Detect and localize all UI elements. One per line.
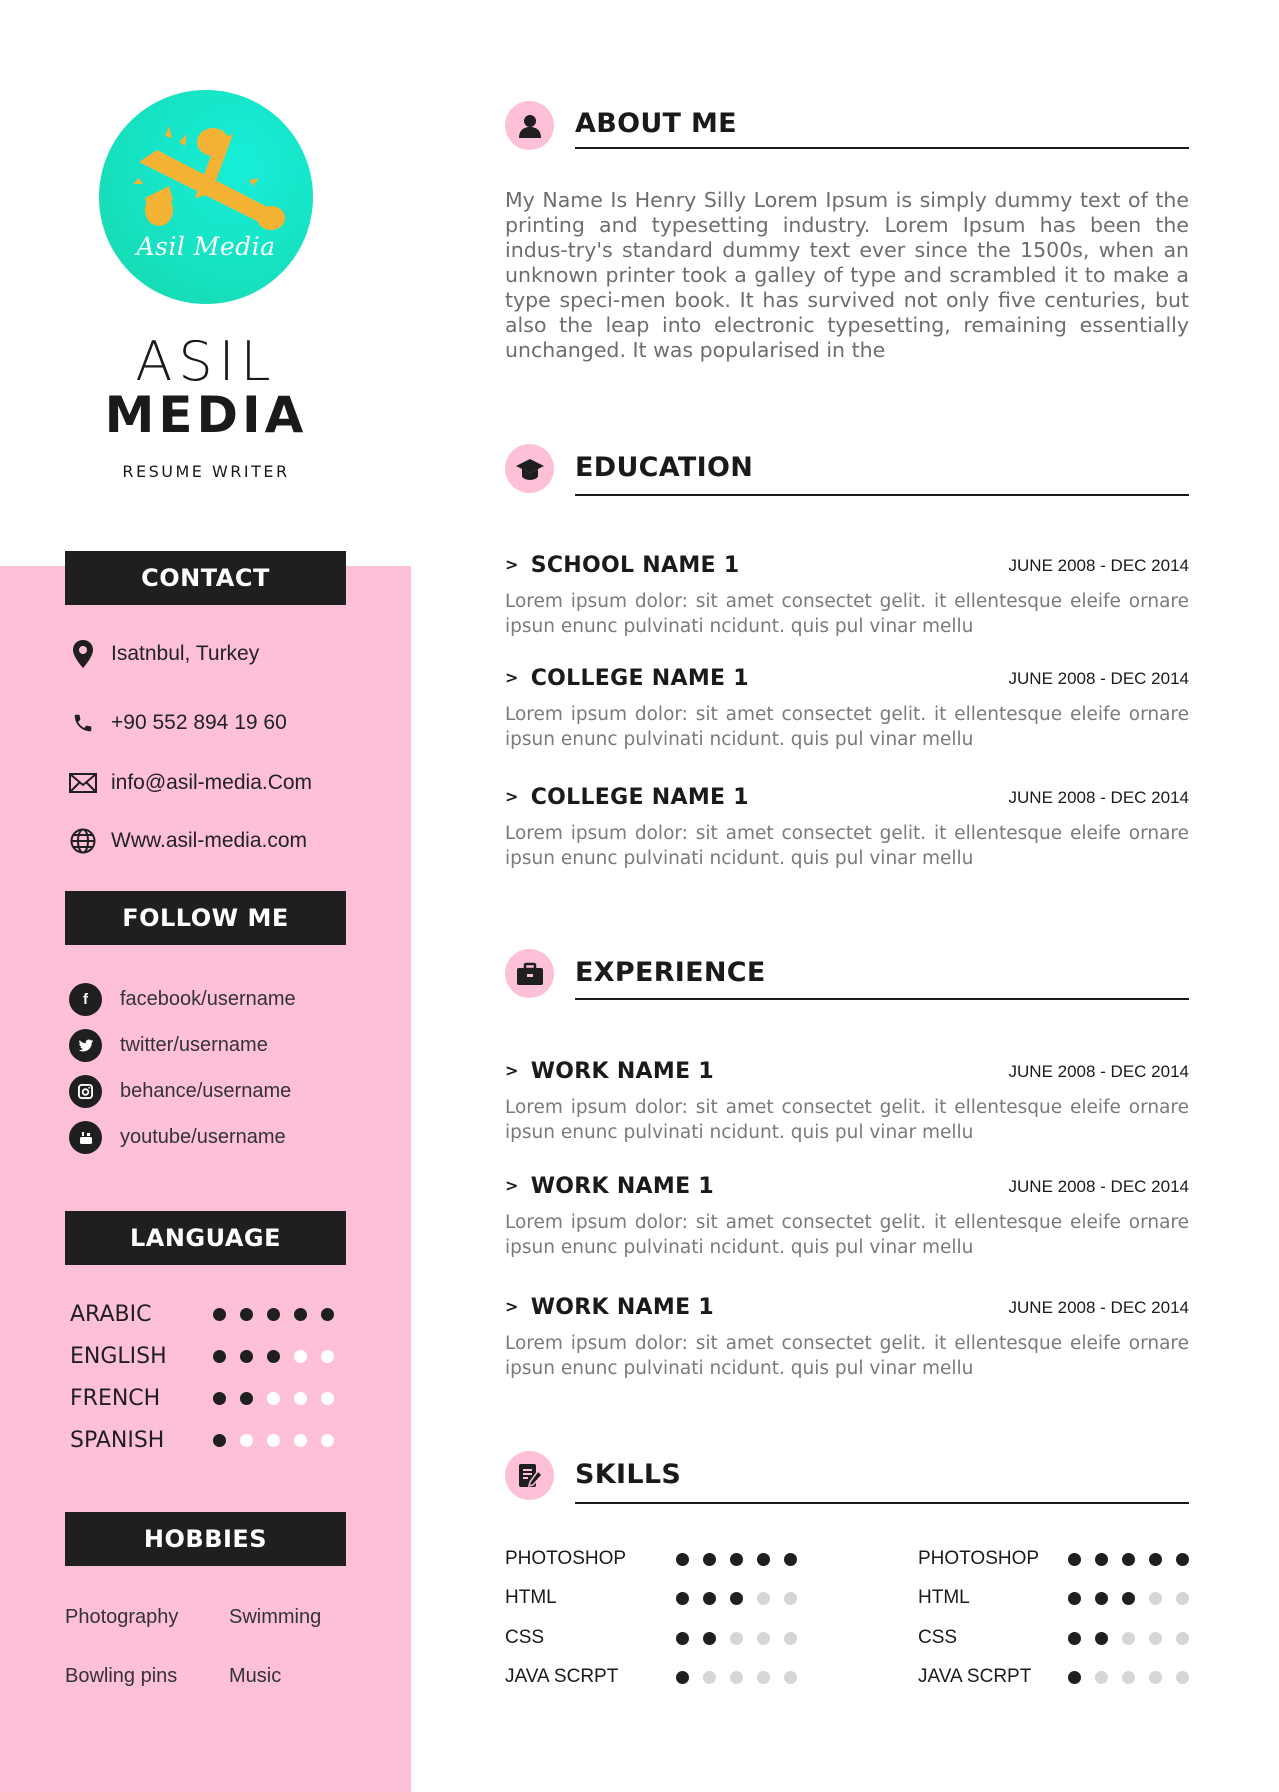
contact-heading: CONTACT	[65, 551, 346, 605]
skill-level-dots	[1068, 1592, 1203, 1605]
experience-title: EXPERIENCE	[575, 957, 766, 988]
skill-level-dots	[1068, 1553, 1203, 1566]
level-dot-filled	[213, 1434, 226, 1447]
education-entry-desc: Lorem ipsum dolor: sit amet consectet gelit. it ellentesque eleife ornare ipsun enunc pulvinati ncidunt. quis pul vinar mellu	[505, 823, 1189, 869]
level-dot-filled	[703, 1592, 716, 1605]
skill-level-dots	[676, 1553, 811, 1566]
level-dot-empty	[1176, 1671, 1189, 1684]
follow-youtube-text[interactable]: youtube/username	[120, 1126, 286, 1148]
level-dot-empty	[784, 1592, 797, 1605]
skill-level-dots	[676, 1592, 811, 1605]
contact-phone	[68, 708, 287, 738]
follow-facebook[interactable]	[69, 983, 296, 1016]
level-dot-empty	[321, 1434, 334, 1447]
level-dot-empty	[1122, 1632, 1135, 1645]
contact-location-text: Isatnbul, Turkey	[111, 642, 260, 665]
experience-entry-title-text: WORK NAME 1	[530, 1295, 714, 1320]
hobby-item: Swimming	[229, 1606, 322, 1628]
level-dot-filled	[703, 1553, 716, 1566]
level-dot-empty	[321, 1350, 334, 1363]
level-dot-filled	[294, 1308, 307, 1321]
level-dot-filled	[676, 1553, 689, 1566]
education-divider	[575, 494, 1189, 496]
education-entry-desc: Lorem ipsum dolor: sit amet consectet gelit. it ellentesque eleife ornare ipsun enunc pulvinati ncidunt. quis pul vinar mellu	[505, 704, 1189, 750]
language-heading: LANGUAGE	[65, 1211, 346, 1265]
user-icon	[505, 101, 554, 150]
document-edit-icon	[505, 1451, 554, 1500]
level-dot-filled	[676, 1632, 689, 1645]
education-entry-title	[505, 666, 749, 691]
level-dot-empty	[757, 1632, 770, 1645]
briefcase-icon	[505, 949, 554, 998]
level-dot-filled	[213, 1308, 226, 1321]
facebook-icon: f	[69, 983, 102, 1016]
level-dot-filled	[676, 1671, 689, 1684]
level-dot-filled	[1068, 1671, 1081, 1684]
level-dot-empty	[294, 1350, 307, 1363]
chevron-right-icon: >	[505, 787, 519, 806]
skill-name: CSS	[918, 1627, 958, 1648]
experience-entry-title	[505, 1295, 714, 1320]
level-dot-empty	[703, 1671, 716, 1684]
contact-website	[68, 826, 307, 856]
education-entry-date: JUNE 2008 - DEC 2014	[1008, 669, 1189, 688]
level-dot-empty	[321, 1392, 334, 1405]
logo-text: Asil Media	[136, 232, 276, 261]
experience-entry-desc: Lorem ipsum dolor: sit amet consectet gelit. it ellentesque eleife ornare ipsun enunc pulvinati ncidunt. quis pul vinar mellu	[505, 1097, 1189, 1143]
skill-level-dots	[676, 1671, 811, 1684]
experience-entry-date: JUNE 2008 - DEC 2014	[1008, 1177, 1189, 1196]
chevron-right-icon: >	[505, 1176, 519, 1195]
globe-icon	[68, 826, 98, 856]
follow-youtube[interactable]	[69, 1121, 286, 1154]
education-entry-title-text: SCHOOL NAME 1	[530, 553, 740, 578]
level-dot-empty	[267, 1392, 280, 1405]
envelope-icon	[68, 768, 98, 798]
education-entry-date: JUNE 2008 - DEC 2014	[1008, 788, 1189, 807]
level-dot-filled	[703, 1632, 716, 1645]
youtube-icon	[69, 1121, 102, 1154]
level-dot-empty	[240, 1434, 253, 1447]
follow-behance-text[interactable]: behance/username	[120, 1080, 292, 1102]
skills-divider	[575, 1502, 1189, 1504]
education-entry-title-text: COLLEGE NAME 1	[530, 785, 749, 810]
contact-email-text[interactable]: info@asil-media.Com	[111, 771, 313, 794]
hobby-item: Music	[229, 1665, 282, 1687]
level-dot-empty	[1095, 1671, 1108, 1684]
level-dot-filled	[267, 1308, 280, 1321]
level-dot-empty	[294, 1434, 307, 1447]
chevron-right-icon: >	[505, 1061, 519, 1080]
hobby-item: Photography	[65, 1606, 179, 1628]
skill-name: CSS	[505, 1627, 545, 1648]
level-dot-filled	[1095, 1632, 1108, 1645]
level-dot-filled	[1176, 1553, 1189, 1566]
follow-twitter[interactable]	[69, 1029, 268, 1062]
chevron-right-icon: >	[505, 555, 519, 574]
graduation-cap-icon	[505, 444, 554, 493]
level-dot-filled	[757, 1553, 770, 1566]
about-divider	[575, 147, 1189, 149]
skill-level-dots	[676, 1632, 811, 1645]
level-dot-filled	[676, 1592, 689, 1605]
behance-icon	[69, 1075, 102, 1108]
skill-level-dots	[1068, 1671, 1203, 1684]
level-dot-filled	[240, 1392, 253, 1405]
follow-facebook-text[interactable]: facebook/username	[120, 988, 296, 1010]
level-dot-empty	[757, 1671, 770, 1684]
education-entry-date: JUNE 2008 - DEC 2014	[1008, 556, 1189, 575]
level-dot-filled	[240, 1308, 253, 1321]
education-entry-desc: Lorem ipsum dolor: sit amet consectet gelit. it ellentesque eleife ornare ipsun enunc pulvinati ncidunt. quis pul vinar mellu	[505, 591, 1189, 637]
chevron-right-icon: >	[505, 1297, 519, 1316]
experience-entry-title	[505, 1059, 714, 1084]
experience-entry-title-text: WORK NAME 1	[530, 1059, 714, 1084]
level-dot-empty	[730, 1671, 743, 1684]
lang-level-dots	[213, 1392, 348, 1405]
level-dot-empty	[730, 1632, 743, 1645]
level-dot-filled	[1068, 1553, 1081, 1566]
about-title: ABOUT ME	[575, 108, 737, 139]
level-dot-filled	[1095, 1553, 1108, 1566]
phone-icon	[68, 708, 98, 738]
brand-name-line1: ASIL	[135, 330, 277, 393]
education-entry-title	[505, 785, 749, 810]
contact-location	[68, 639, 259, 669]
language-name: ENGLISH	[70, 1344, 167, 1369]
experience-entry-title	[505, 1174, 714, 1199]
level-dot-empty	[757, 1592, 770, 1605]
follow-behance[interactable]	[69, 1075, 291, 1108]
experience-entry-title-text: WORK NAME 1	[530, 1174, 714, 1199]
level-dot-empty	[267, 1434, 280, 1447]
skill-name: PHOTOSHOP	[918, 1548, 1040, 1569]
level-dot-empty	[1149, 1632, 1162, 1645]
level-dot-empty	[294, 1392, 307, 1405]
hobbies-heading: HOBBIES	[65, 1512, 346, 1566]
level-dot-empty	[1149, 1671, 1162, 1684]
contact-phone-text: +90 552 894 19 60	[111, 711, 287, 734]
brand-subtitle: RESUME WRITER	[122, 462, 290, 481]
level-dot-filled	[1149, 1553, 1162, 1566]
level-dot-empty	[1149, 1592, 1162, 1605]
education-entry-title	[505, 553, 739, 578]
level-dot-filled	[1122, 1592, 1135, 1605]
experience-entry-desc: Lorem ipsum dolor: sit amet consectet gelit. it ellentesque eleife ornare ipsun enunc pulvinati ncidunt. quis pul vinar mellu	[505, 1212, 1189, 1258]
level-dot-empty	[1122, 1671, 1135, 1684]
level-dot-filled	[1122, 1553, 1135, 1566]
skill-name: HTML	[918, 1587, 970, 1608]
level-dot-filled	[1095, 1592, 1108, 1605]
skill-level-dots	[1068, 1632, 1203, 1645]
contact-website-text[interactable]: Www.asil-media.com	[111, 829, 308, 852]
skill-name: PHOTOSHOP	[505, 1548, 627, 1569]
brand-name-line2: MEDIA	[104, 386, 308, 444]
level-dot-empty	[784, 1632, 797, 1645]
brand-logo	[99, 90, 313, 304]
follow-heading: FOLLOW ME	[65, 891, 346, 945]
level-dot-filled	[730, 1553, 743, 1566]
level-dot-filled	[321, 1308, 334, 1321]
location-pin-icon	[68, 639, 98, 669]
about-text: My Name Is Henry Silly Lorem Ipsum is simply dummy text of the printing and typesetting industry. Lorem Ipsum has been the indus-try's standard dummy text ever since the 1500s, when an unknown printer took a galley of type and scrambled it to make a type speci-men book. It has survived not only five centuries, but also the leap into electronic typesetting, remaining essentially unchanged. It was popularised in the	[505, 188, 1189, 362]
level-dot-filled	[213, 1350, 226, 1363]
level-dot-filled	[213, 1392, 226, 1405]
level-dot-empty	[784, 1671, 797, 1684]
sidebar-background	[0, 566, 411, 1792]
experience-divider	[575, 998, 1189, 1000]
level-dot-filled	[784, 1553, 797, 1566]
experience-entry-date: JUNE 2008 - DEC 2014	[1008, 1062, 1189, 1081]
brand-logo-mark-icon	[99, 90, 313, 304]
skills-title: SKILLS	[575, 1459, 682, 1490]
language-name: FRENCH	[70, 1386, 161, 1411]
education-title: EDUCATION	[575, 452, 754, 483]
lang-level-dots	[213, 1350, 348, 1363]
language-name: ARABIC	[70, 1302, 152, 1327]
level-dot-empty	[1176, 1592, 1189, 1605]
level-dot-filled	[1068, 1592, 1081, 1605]
level-dot-filled	[1068, 1632, 1081, 1645]
follow-twitter-text[interactable]: twitter/username	[120, 1034, 268, 1056]
level-dot-empty	[1176, 1632, 1189, 1645]
experience-entry-date: JUNE 2008 - DEC 2014	[1008, 1298, 1189, 1317]
education-entry-title-text: COLLEGE NAME 1	[530, 666, 749, 691]
skill-name: HTML	[505, 1587, 557, 1608]
level-dot-filled	[730, 1592, 743, 1605]
lang-level-dots	[213, 1434, 348, 1447]
skill-name: JAVA SCRPT	[918, 1666, 1032, 1687]
twitter-icon	[69, 1029, 102, 1062]
hobby-item: Bowling pins	[65, 1665, 178, 1687]
level-dot-filled	[267, 1350, 280, 1363]
contact-email	[68, 768, 312, 798]
lang-level-dots	[213, 1308, 348, 1321]
language-name: SPANISH	[70, 1428, 165, 1453]
skill-name: JAVA SCRPT	[505, 1666, 619, 1687]
chevron-right-icon: >	[505, 668, 519, 687]
level-dot-filled	[240, 1350, 253, 1363]
experience-entry-desc: Lorem ipsum dolor: sit amet consectet gelit. it ellentesque eleife ornare ipsun enunc pulvinati ncidunt. quis pul vinar mellu	[505, 1333, 1189, 1379]
